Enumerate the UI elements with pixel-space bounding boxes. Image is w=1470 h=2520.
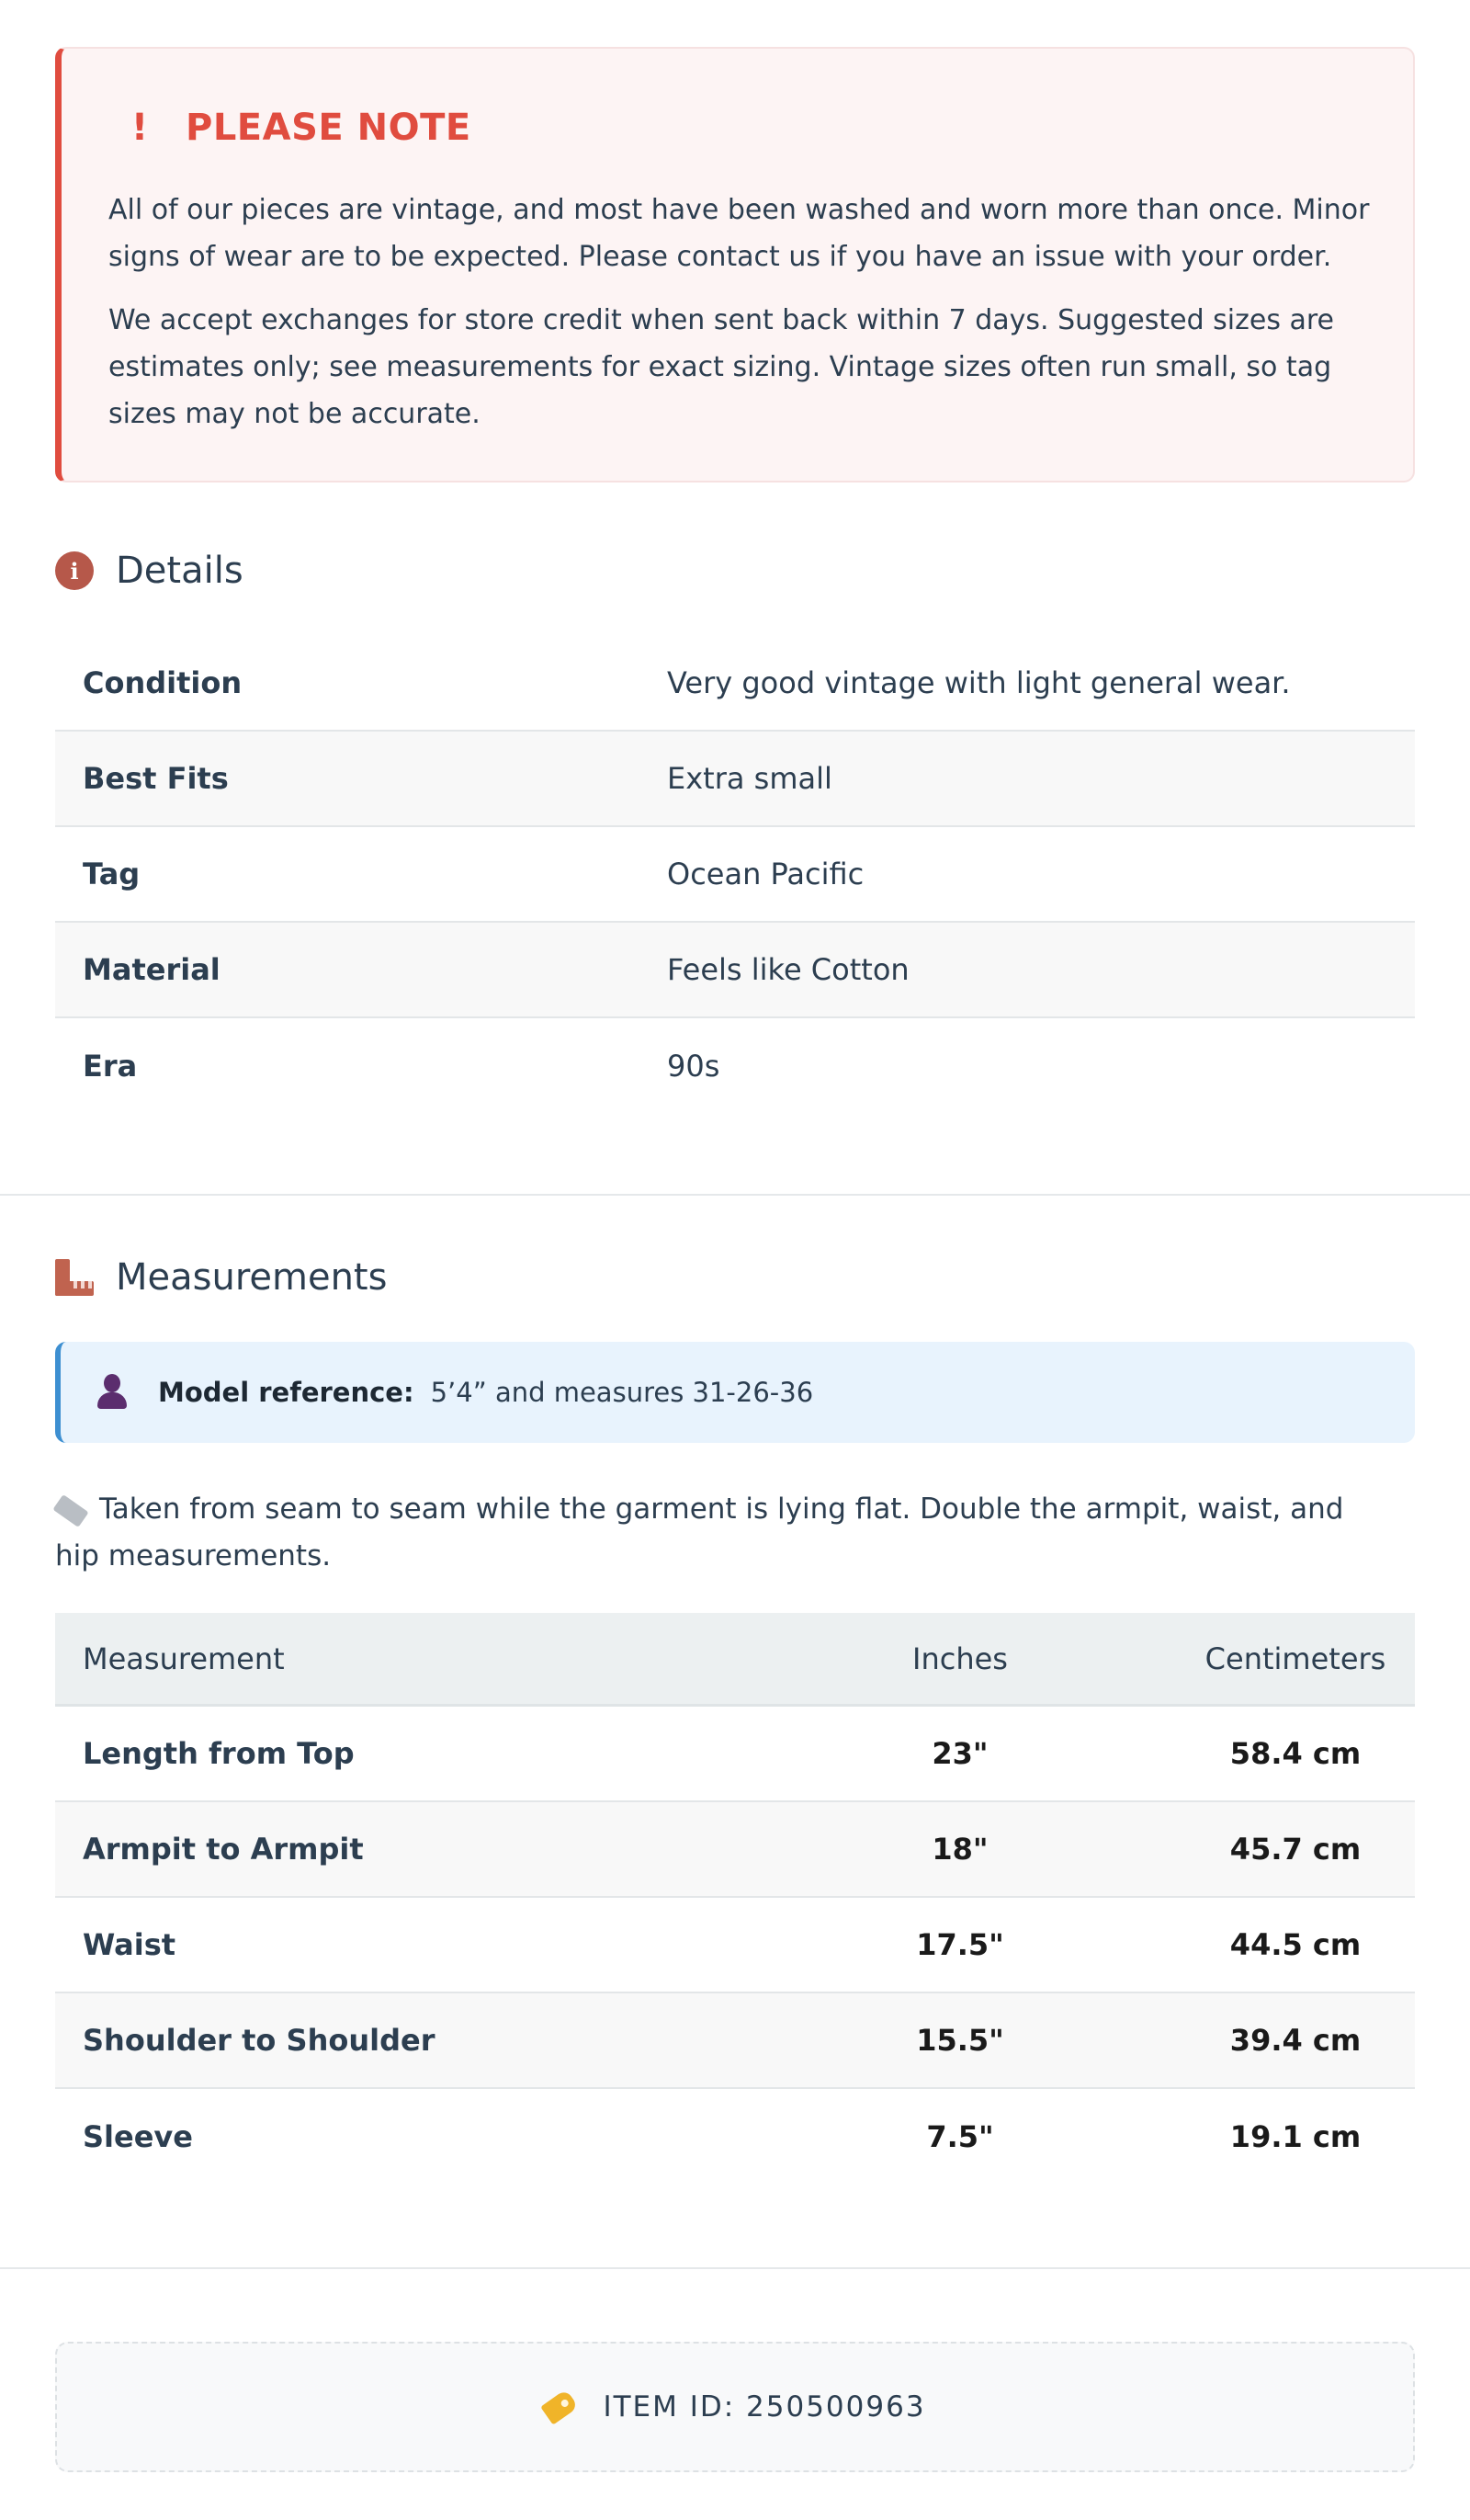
model-reference xyxy=(55,1342,1415,1443)
measurement-inches: 7.5" xyxy=(926,2119,994,2154)
detail-value: 90s xyxy=(667,1049,720,1084)
measurement-inches: 18" xyxy=(932,1832,989,1867)
measurement-name: Sleeve xyxy=(83,2119,193,2154)
measurement-cm: 45.7 cm xyxy=(1229,1832,1362,1867)
table-row xyxy=(55,827,1415,923)
table-row xyxy=(55,1802,1415,1898)
notice-box xyxy=(55,47,1415,482)
table-row xyxy=(55,1018,1415,1114)
table-row xyxy=(55,2089,1415,2185)
column-header-centimeters: Centimeters xyxy=(1204,1640,1386,1676)
straight-ruler-icon xyxy=(52,1494,88,1527)
detail-value: Feels like Cotton xyxy=(667,952,910,987)
detail-value: Extra small xyxy=(667,761,832,796)
measurement-inches: 15.5" xyxy=(916,2023,1004,2058)
detail-label: Material xyxy=(83,952,220,987)
table-row xyxy=(55,1898,1415,1993)
measurement-cm: 19.1 cm xyxy=(1229,2119,1362,2154)
column-header-measurement: Measurement xyxy=(83,1640,285,1676)
measurement-cm: 58.4 cm xyxy=(1229,1736,1362,1771)
details-table xyxy=(55,636,1415,1114)
table-row xyxy=(55,636,1415,732)
measurements-title: Measurements xyxy=(116,1256,388,1299)
measurement-inches: 23" xyxy=(932,1736,989,1771)
section-divider xyxy=(0,2267,1470,2269)
measurement-name: Armpit to Armpit xyxy=(83,1832,364,1867)
column-header-inches: Inches xyxy=(912,1640,1008,1676)
measurement-cm: 44.5 cm xyxy=(1229,1927,1362,1962)
exclamation-icon: ! xyxy=(130,107,149,149)
detail-value: Very good vintage with light general wear. xyxy=(667,665,1291,700)
info-icon: i xyxy=(55,551,94,590)
item-id-text: ITEM ID: 250500963 xyxy=(603,2390,926,2424)
tag-icon xyxy=(541,2389,580,2424)
table-row xyxy=(55,1993,1415,2089)
table-row xyxy=(55,1707,1415,1802)
item-id-box xyxy=(55,2342,1415,2472)
measurements-header xyxy=(55,1256,387,1299)
notice-title xyxy=(121,107,471,149)
details-title: Details xyxy=(116,550,243,592)
measurement-cm: 39.4 cm xyxy=(1229,2023,1362,2058)
measurement-name: Shoulder to Shoulder xyxy=(83,2023,435,2058)
measuring-note-text: Taken from seam to seam while the garment is lying flat. Double the armpit, waist, and hip measurements. xyxy=(55,1493,1344,1572)
measuring-note xyxy=(55,1486,1360,1580)
person-icon xyxy=(96,1374,129,1411)
detail-label: Tag xyxy=(83,857,141,891)
table-row xyxy=(55,732,1415,827)
notice-paragraph-1: All of our pieces are vintage, and most have been washed and worn more than once. Minor signs of wear are to be expected. Please contact us if you have an issue with your order. xyxy=(108,194,1370,273)
detail-label: Condition xyxy=(83,665,243,700)
notice-title-text: PLEASE NOTE xyxy=(186,107,471,149)
model-reference-label: Model reference: xyxy=(158,1377,414,1408)
measurement-inches: 17.5" xyxy=(916,1927,1004,1962)
measurements-table xyxy=(55,1613,1415,2185)
model-reference-value: 5’4” and measures 31-26-36 xyxy=(430,1377,814,1408)
details-header xyxy=(55,550,243,592)
detail-label: Best Fits xyxy=(83,761,229,796)
notice-paragraph-2: We accept exchanges for store credit when sent back within 7 days. Suggested sizes are estimates only; see measurements for exact sizing. Vintage sizes often run small, so tag sizes may not be accurate. xyxy=(108,304,1335,430)
section-divider xyxy=(0,1194,1470,1196)
measurement-name: Waist xyxy=(83,1927,176,1962)
detail-value: Ocean Pacific xyxy=(667,857,865,891)
detail-label: Era xyxy=(83,1049,138,1084)
table-header-row xyxy=(55,1613,1415,1707)
ruler-icon xyxy=(55,1259,94,1296)
measurement-name: Length from Top xyxy=(83,1736,355,1771)
table-row xyxy=(55,923,1415,1018)
